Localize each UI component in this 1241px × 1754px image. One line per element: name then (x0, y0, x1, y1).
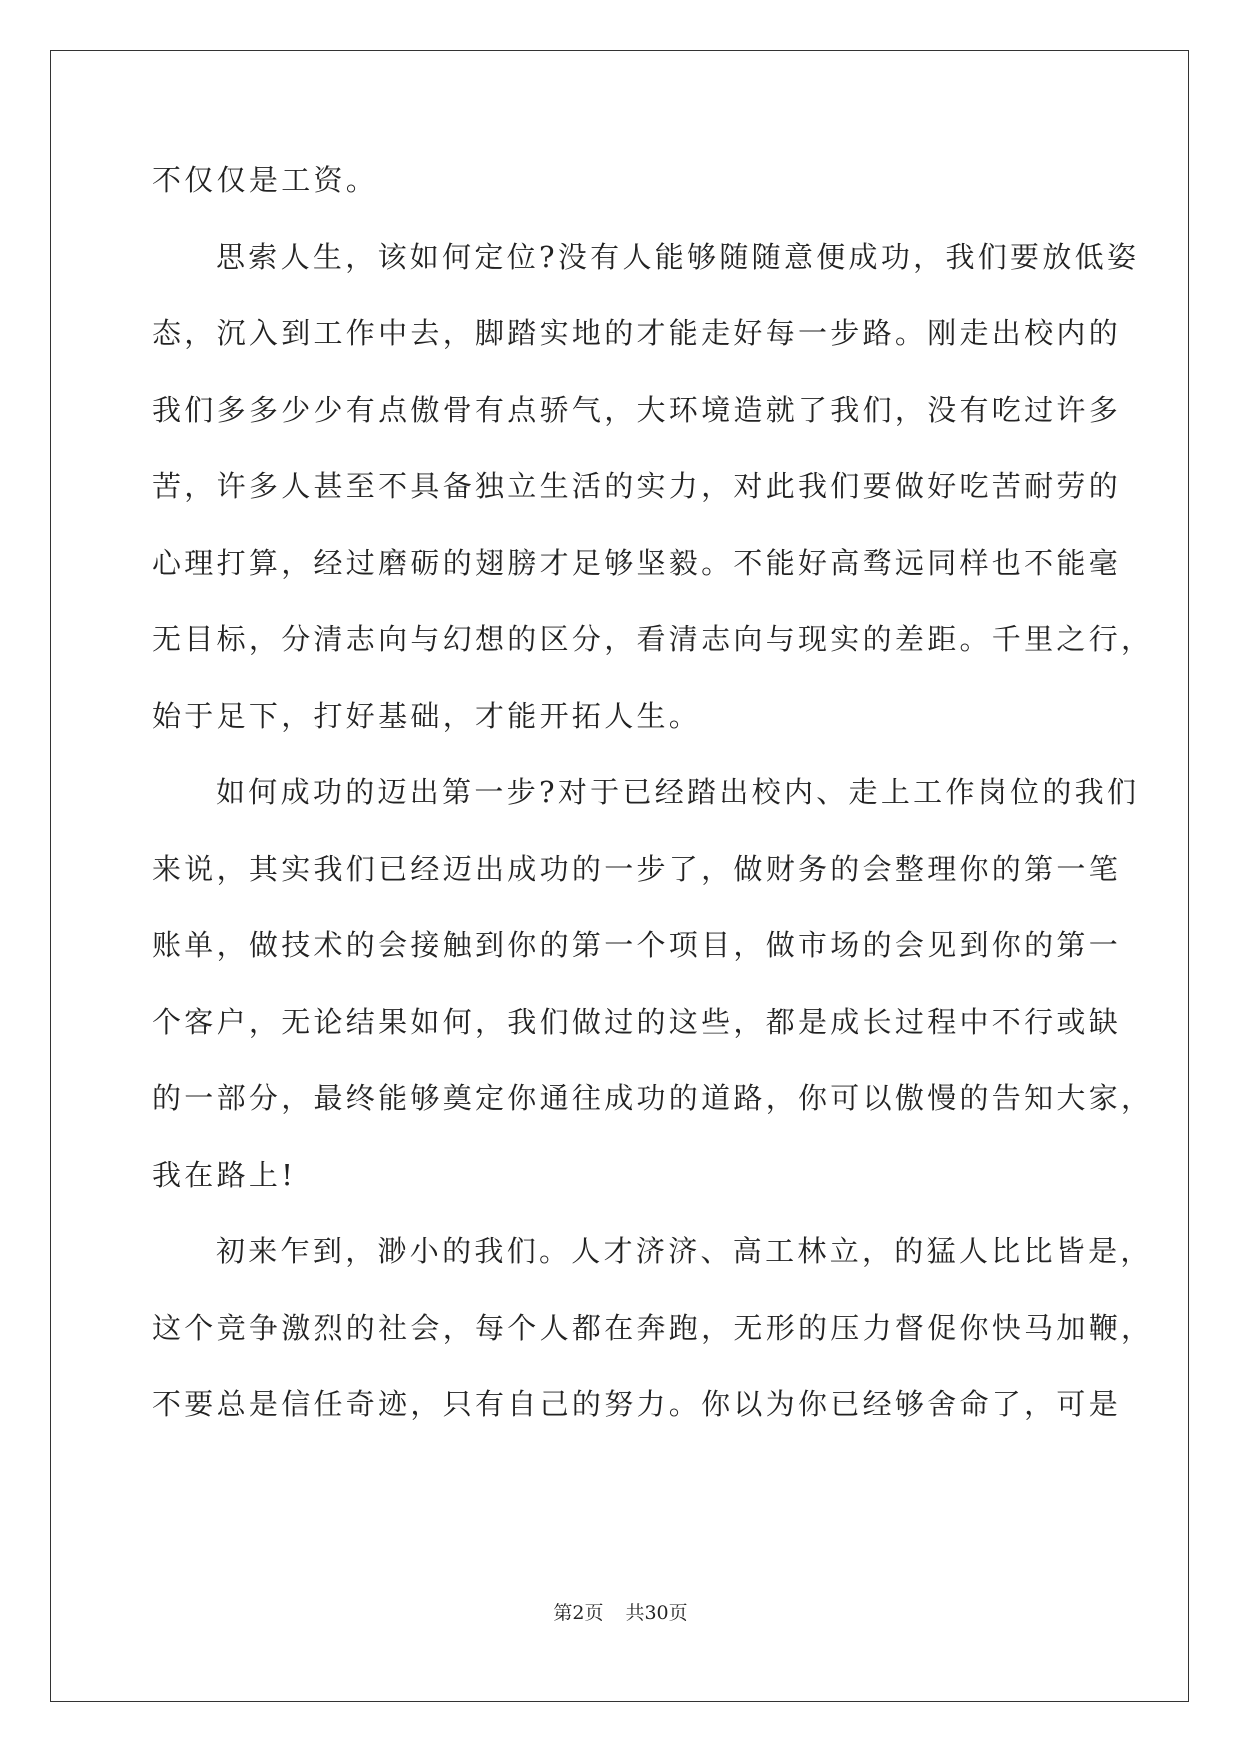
text-line: 初来乍到，渺小的我们。人才济济、高工林立，的猛人比比皆是， (216, 1234, 1153, 1268)
text-line: 苦，许多人甚至不具备独立生活的实力，对此我们要做好吃苦耐劳的 (152, 469, 1122, 503)
text-line: 心理打算，经过磨砺的翅膀才足够坚毅。不能好高骛远同样也不能毫 (152, 545, 1122, 580)
text-line: 的一部分，最终能够奠定你通往成功的道路，你可以傲慢的告知大家， (152, 1081, 1154, 1115)
text-line: 无目标，分清志向与幻想的区分，看清志向与现实的差距。千里之行， (152, 622, 1154, 656)
document-body (152, 160, 1154, 1461)
text-line: 个客户，无论结果如何，我们做过的这些，都是成长过程中不行或缺 (152, 1004, 1122, 1039)
text-line: 账单，做技术的会接触到你的第一个项目，做市场的会见到你的第一 (152, 928, 1122, 962)
page-footer (0, 1598, 1241, 1625)
text-line: 我在路上! (152, 1157, 297, 1192)
text-line: 始于足下，打好基础，才能开拓人生。 (152, 698, 702, 733)
text-line: 不要总是信任奇迹，只有自己的努力。你以为你已经够舍命了，可是 (152, 1387, 1122, 1421)
text-line: 不仅仅是工资。 (152, 163, 379, 197)
page-total: 共30页 (625, 1602, 688, 1624)
text-line: 来说，其实我们已经迈出成功的一步了，做财务的会整理你的第一笔 (152, 851, 1122, 886)
text-line: 我们多多少少有点傲骨有点骄气，大环境造就了我们，没有吃过许多 (152, 392, 1122, 427)
text-line: 态，沉入到工作中去，脚踏实地的才能走好每一步路。刚走出校内的 (152, 316, 1122, 350)
text-line: 如何成功的迈出第一步?对于已经踏出校内、走上工作岗位的我们 (216, 775, 1140, 809)
text-line: 这个竞争激烈的社会，每个人都在奔跑，无形的压力督促你快马加鞭， (152, 1310, 1154, 1345)
text-line: 思索人生，该如何定位?没有人能够随随意便成功，我们要放低姿 (216, 239, 1140, 274)
page-number: 第2页 (553, 1602, 604, 1624)
